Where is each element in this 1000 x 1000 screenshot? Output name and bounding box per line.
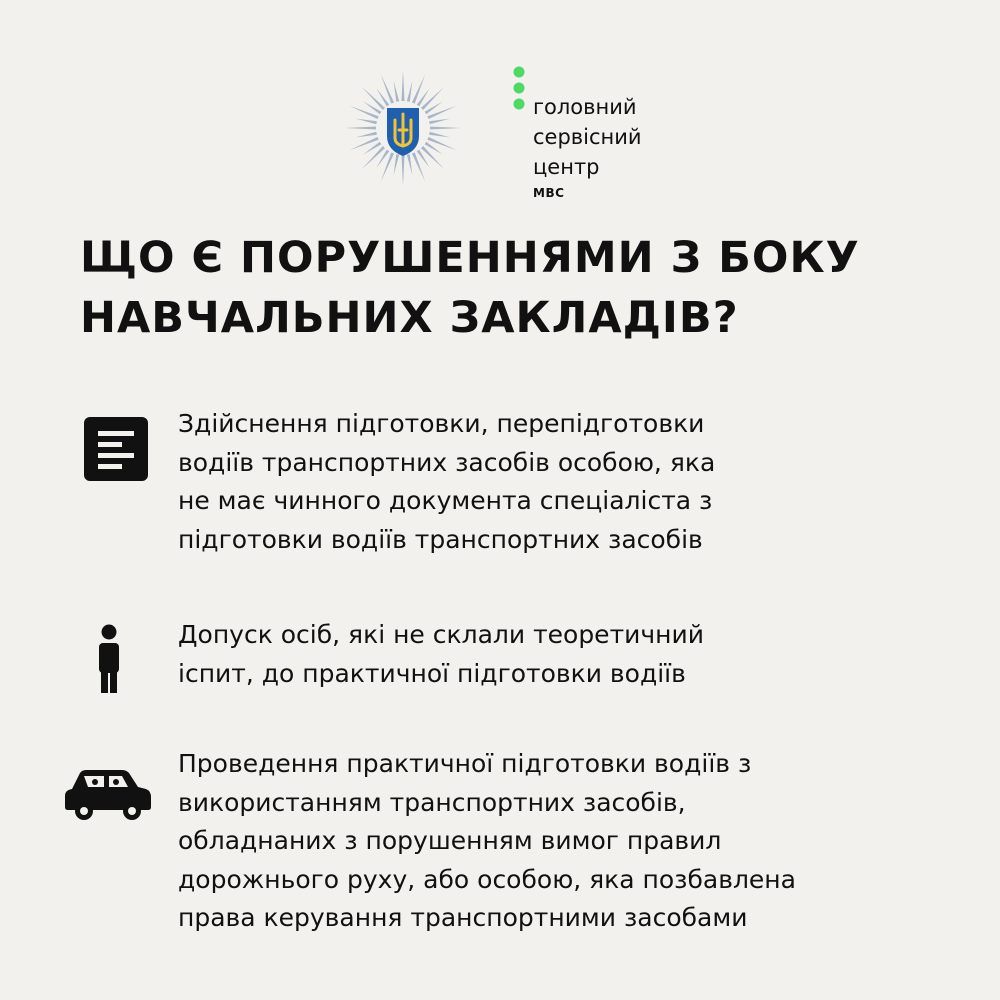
header — [0, 0, 1000, 200]
brand-line: центр — [533, 155, 600, 179]
item-line: права керування транспортними засобами — [178, 903, 748, 932]
person-icon — [96, 624, 122, 694]
item-line: використанням транспортних засобів, — [178, 787, 686, 817]
item-description — [178, 616, 958, 693]
brand-line: головний — [533, 95, 637, 119]
police-star-trident-icon — [343, 68, 463, 188]
title-line: ЩО Є ПОРУШЕННЯМИ З БОКУ — [80, 233, 860, 283]
item-line: іспит, до практичної підготовки водіїв — [178, 658, 686, 688]
title-line: НАВЧАЛЬНИХ ЗАКЛАДІВ? — [80, 293, 739, 343]
item-line: підготовки водіїв транспортних засобів — [178, 524, 703, 554]
item-line: Проведення практичної підготовки водіїв з — [178, 749, 752, 778]
item-description — [178, 405, 958, 559]
item-description — [178, 745, 958, 938]
page-title — [80, 228, 940, 348]
brand-sub: МВС — [533, 186, 565, 200]
brand-dots-icon — [512, 65, 526, 113]
item-line: не має чинного документа спеціаліста з — [178, 486, 713, 515]
item-line: обладнаних з порушенням вимог правил — [178, 826, 722, 855]
brand-line: сервісний — [533, 125, 642, 149]
item-line: Здійснення підготовки, перепідготовки — [178, 409, 705, 438]
document-icon — [84, 417, 148, 481]
item-line: дорожнього руху, або особою, яка позбавлена — [178, 864, 796, 894]
item-line: Допуск осіб, які не склали теоретичний — [178, 620, 704, 649]
brand-logo-text — [533, 92, 642, 202]
item-line: водіїв транспортних засобів особою, яка — [178, 447, 716, 477]
car-icon — [64, 769, 152, 821]
